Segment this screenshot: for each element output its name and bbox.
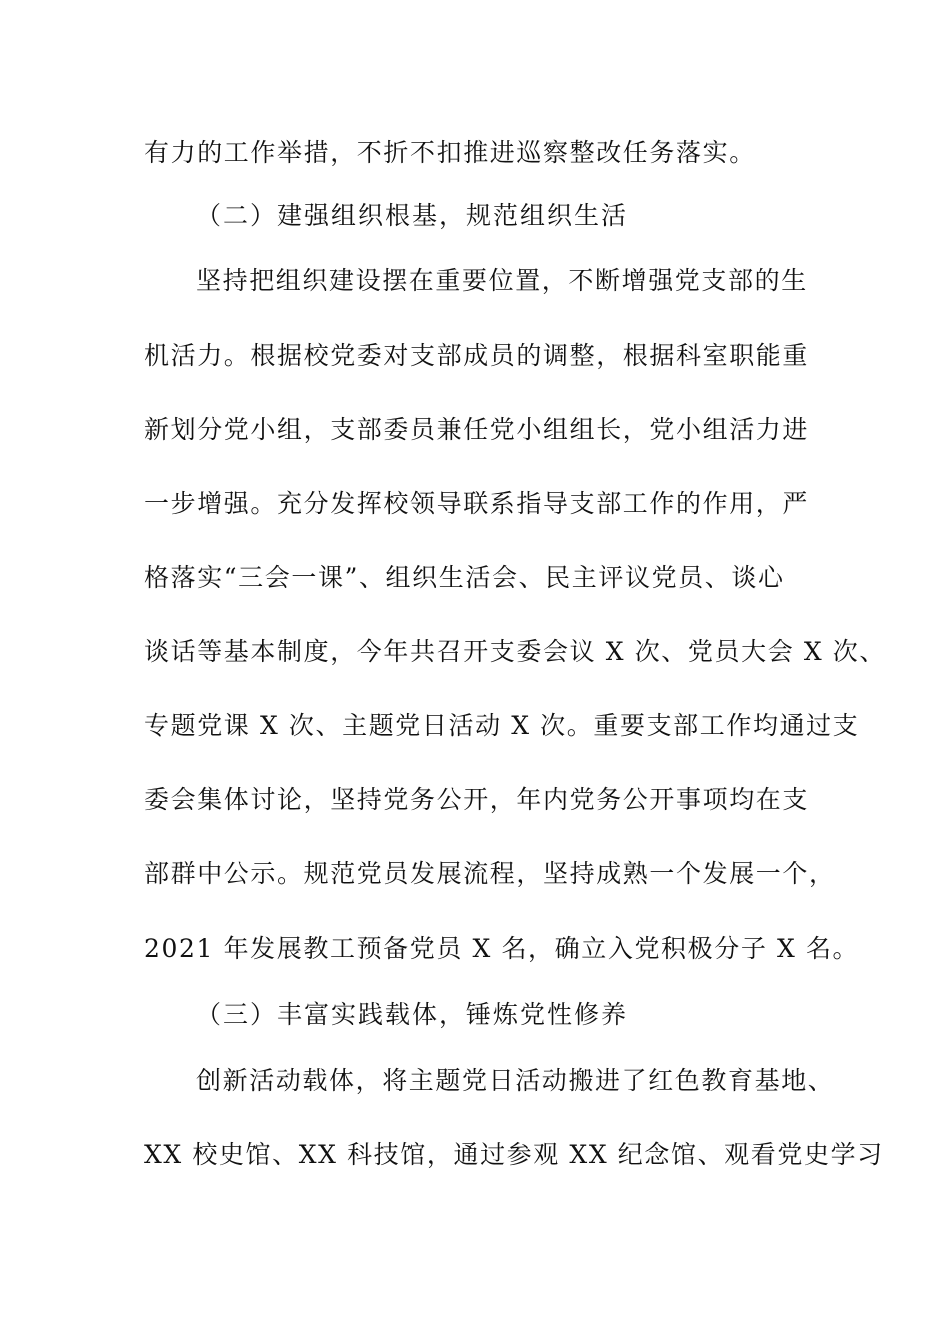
paragraph-line: 格落实“三会一课”、组织生活会、民主评议党员、谈心 [144,563,785,592]
paragraph-line: 委会集体讨论，坚持党务公开，年内党务公开事项均在支 [144,785,810,814]
paragraph-line: 2021 年发展教工预备党员 X 名，确立入党积极分子 X 名。 [144,934,860,963]
paragraph-line: 有力的工作举措，不折不扣推进巡察整改任务落实。 [144,138,756,167]
section-heading: （三）丰富实践载体，锤炼党性修养 [196,1000,629,1029]
paragraph-line: 新划分党小组，支部委员兼任党小组组长，党小组活力进 [144,415,810,444]
paragraph-line: 专题党课 X 次、主题党日活动 X 次。重要支部工作均通过支 [144,711,860,740]
paragraph-line: XX 校史馆、XX 科技馆，通过参观 XX 纪念馆、观看党史学习 [144,1140,884,1169]
paragraph-line: 谈话等基本制度，今年共召开支委会议 X 次、党员大会 X 次、 [144,637,886,666]
paragraph-line: 一步增强。充分发挥校领导联系指导支部工作的作用，严 [144,489,810,518]
paragraph-line: 坚持把组织建设摆在重要位置，不断增强党支部的生 [196,266,808,295]
paragraph-line: 创新活动载体，将主题党日活动搬进了红色教育基地、 [196,1066,835,1095]
paragraph-line: 部群中公示。规范党员发展流程，坚持成熟一个发展一个， [144,859,836,888]
paragraph-line: 机活力。根据校党委对支部成员的调整，根据科室职能重 [144,341,810,370]
section-heading: （二）建强组织根基，规范组织生活 [196,201,629,230]
